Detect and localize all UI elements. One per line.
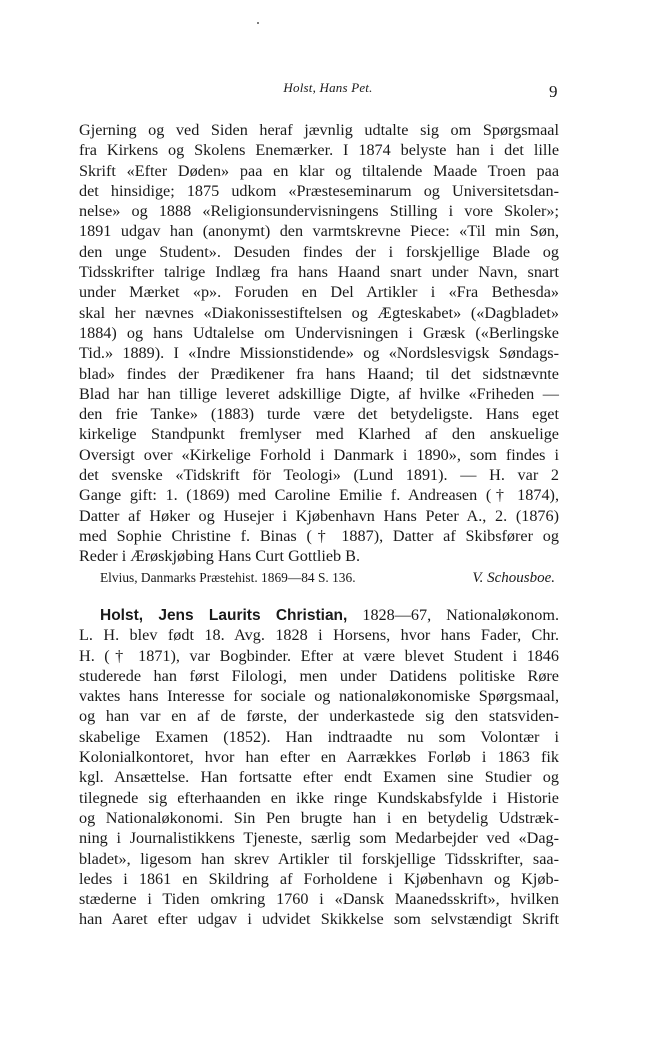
text-line: 1891 udgav han (anonymt) den varmtskrevne Piece: «Til min Søn, bbox=[79, 222, 559, 241]
text-line: blad» findes der Prædikener fra hans Haand; til det sidstnævnte bbox=[79, 364, 559, 383]
text-line: studerede han først Filologi, men under Datidens politiske Røre bbox=[79, 666, 559, 685]
text-line: den unge Student». Desuden findes der i forskjellige Blade og bbox=[79, 242, 559, 261]
entry-heading-rest: 1828—67, Nationaløkonom. bbox=[362, 606, 560, 624]
speck-mark bbox=[257, 22, 259, 24]
page-number: 9 bbox=[549, 82, 558, 101]
text-line: og han var en af de første, der underkastede sig den statsviden- bbox=[79, 707, 559, 726]
text-line: skabelige Examen (1852). Han indtraadte nu som Volontær i bbox=[79, 727, 559, 746]
text-line: Kolonialkontoret, hvor han efter en Aarrækkes Forløb i 1863 fik bbox=[79, 748, 559, 767]
text-line: fra Kirkens og Skolens Enemærker. I 1874 belyste han i det lille bbox=[79, 141, 559, 160]
text-line: Skrift «Efter Døden» paa en klar og tiltalende Maade Troen paa bbox=[79, 161, 559, 180]
entry-holst-hans-peter bbox=[79, 120, 559, 589]
text-line: ledes i 1861 en Skildring af Forholdene i Kjøbenhavn og Kjøb- bbox=[79, 869, 559, 888]
text-line: under Mærket «p». Foruden en Del Artikler i «Fra Bethesda» bbox=[79, 283, 559, 302]
text-line: Tidsskrifter talrige Indlæg fra hans Haand snart under Navn, snart bbox=[79, 263, 559, 282]
text-line: Datter af Høker og Husejer i Kjøbenhavn Hans Peter A., 2. (1876) bbox=[79, 506, 559, 525]
article-author: V. Schousboe. bbox=[472, 569, 555, 586]
text-line: H. († 1871), var Bogbinder. Efter at være blevet Student i 1846 bbox=[79, 646, 559, 665]
text-line: det hinsidige; 1875 udkom «Præsteseminarum og Universitetsdan- bbox=[79, 181, 559, 200]
text-line: med Sophie Christine f. Binas († 1887), Datter af Skibsfører og bbox=[79, 526, 559, 545]
text-line: Reder i Ærøskjøbing Hans Curt Gottlieb B. bbox=[79, 547, 361, 566]
text-line: 1884) og hans Udtalelse om Undervisningen i Græsk («Berlingske bbox=[79, 323, 559, 342]
text-line: og Nationaløkonomi. Sin Pen brugte han i en betydelig Udstræk- bbox=[79, 808, 559, 827]
text-line: Tid.» 1889). I «Indre Missionstidende» og «Nordslesvigsk Søndags- bbox=[79, 344, 559, 363]
text-line: Gjerning og ved Siden heraf jævnlig udtalte sig om Spørgsmaal bbox=[79, 121, 559, 139]
text-line: det svenske «Tidskrift för Teologi» (Lund 1891). — H. var 2 bbox=[79, 466, 559, 485]
text-line: vaktes hans Interesse for sociale og nationaløkonomiske Spørgsmaal, bbox=[79, 687, 559, 706]
text-line: stæderne i Tiden omkring 1760 i «Dansk Maanedsskrift», hvilken bbox=[79, 890, 559, 909]
text-line: den frie Tanke» (1883) turde være det betydeligste. Hans eget bbox=[79, 405, 559, 424]
text-line: bladet», ligesom han skrev Artikler til forskjellige Tidsskrifter, saa- bbox=[79, 849, 559, 868]
entry-heading: Holst, Jens Laurits Christian, bbox=[100, 607, 348, 624]
text-line: ning i Journalistikkens Tjeneste, særlig som Medarbejder ved «Dag- bbox=[79, 829, 559, 848]
text-line: Gange gift: 1. (1869) med Caroline Emilie f. Andreasen († 1874), bbox=[79, 486, 559, 505]
running-head: Holst, Hans Pet. bbox=[283, 80, 373, 95]
source-reference: Elvius, Danmarks Præstehist. 1869—84 S. 136. bbox=[100, 569, 356, 585]
source-citation-line bbox=[79, 567, 559, 589]
text-line: han Aaret efter udgav i udvidet Skikkelse som selvstændigt Skrift bbox=[79, 910, 559, 929]
text-line: tilegnede sig efterhaanden en ikke ringe Kundskabsfylde i Historie bbox=[79, 788, 559, 807]
entry-heading-line bbox=[79, 605, 559, 625]
text-line: Blad har han tillige leveret adskillige Digte, af hvilke «Friheden — bbox=[79, 384, 559, 403]
text-line: nelse» og 1888 «Religionsundervisningens Stilling i vore Skoler»; bbox=[79, 202, 559, 221]
entry-holst-jens-laurits-christian bbox=[79, 605, 559, 930]
text-line: Oversigt over «Kirkelige Forhold i Danmark i 1890», som findes i bbox=[79, 445, 559, 464]
text-line: kgl. Ansættelse. Han fortsatte efter endt Examen sine Studier og bbox=[79, 768, 559, 787]
text-line: kirkelige Standpunkt fremlyser med Klarhed af den anskuelige bbox=[79, 425, 559, 444]
text-line: L. H. blev født 18. Avg. 1828 i Horsens, hvor hans Fader, Chr. bbox=[79, 626, 559, 645]
text-line: skal her nævnes «Diakonissestiftelsen og Ægteskabet» («Dagbladet» bbox=[79, 303, 559, 322]
